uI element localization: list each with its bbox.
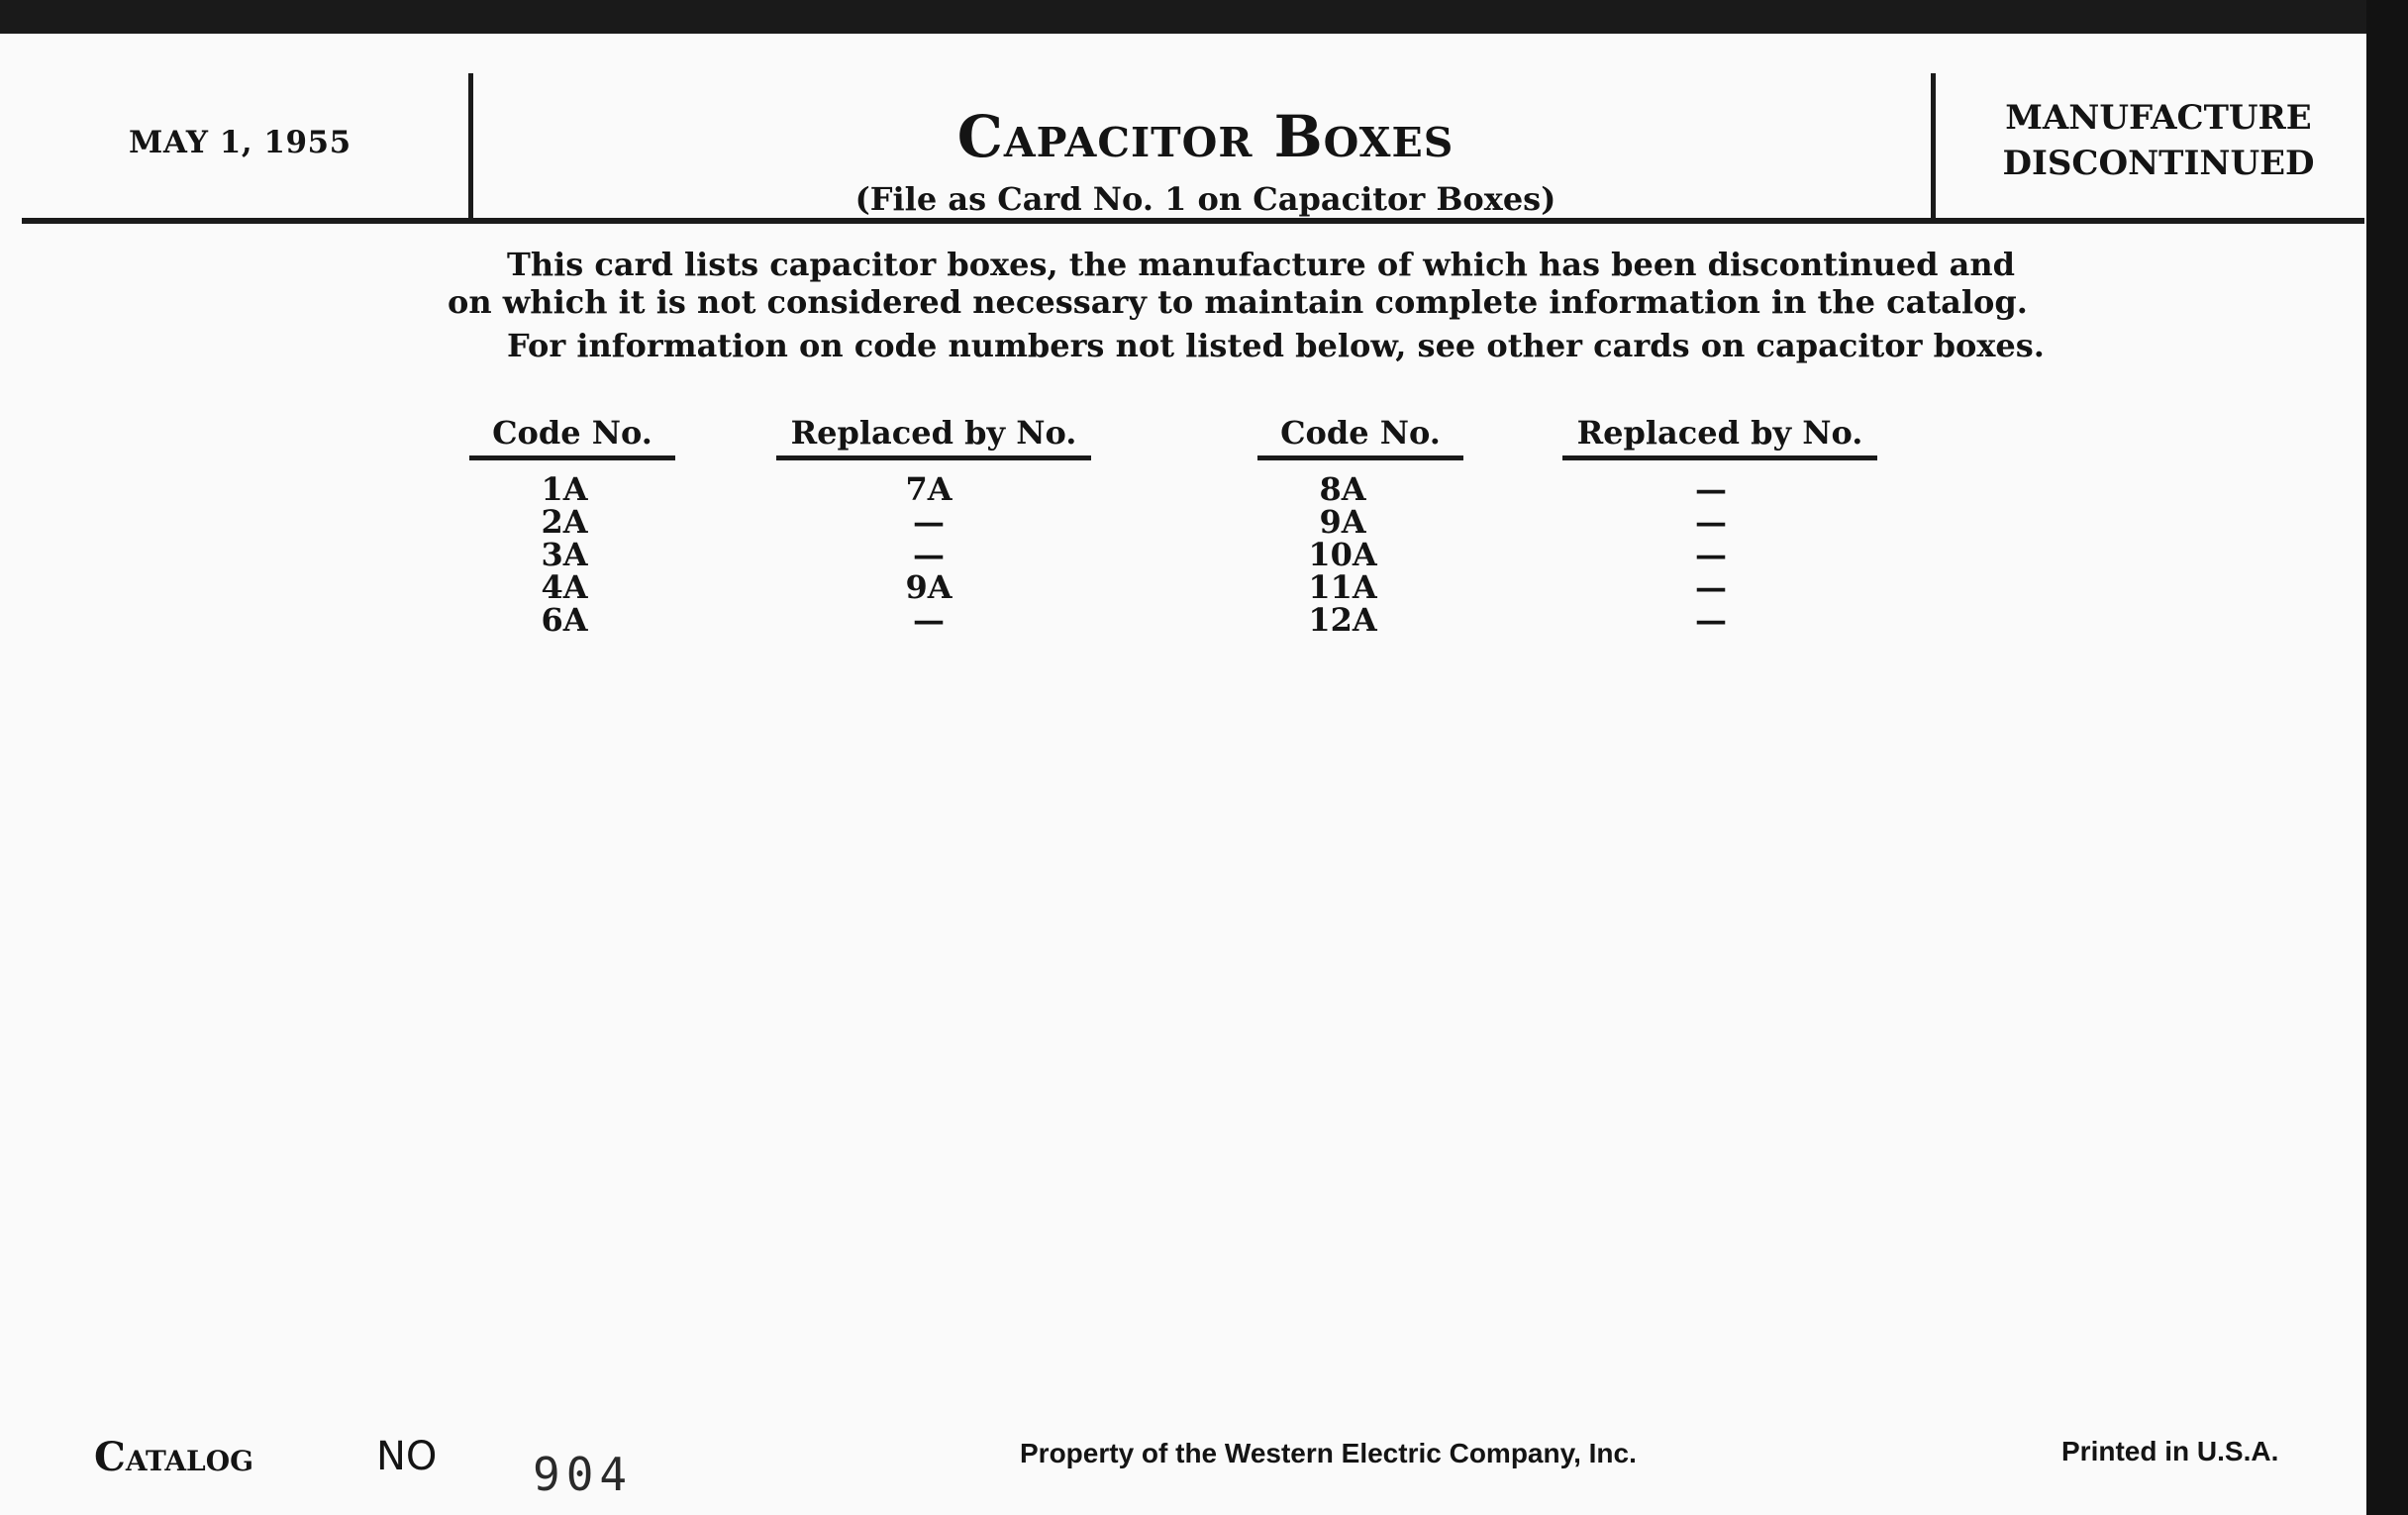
column-header-underline <box>1257 455 1463 460</box>
card-subtitle: (File as Card No. 1 on Capacitor Boxes) <box>854 180 1556 218</box>
intro-line-2: on which it is not considered necessary to maintain complete information in the catalog. <box>448 283 2028 321</box>
table-cell: 1A <box>541 470 588 508</box>
table-cell: — <box>913 536 945 573</box>
catalog-number: 904 <box>533 1448 634 1501</box>
status-line-1: MANUFACTURE <box>2005 98 2312 138</box>
left-code-column <box>515 470 614 639</box>
catalog-no-label: NO <box>376 1434 438 1479</box>
table-cell: 11A <box>1308 568 1377 606</box>
column-header-underline <box>776 455 1091 460</box>
table-cell: — <box>1695 601 1727 639</box>
scan-edge-right <box>2366 0 2408 1515</box>
table-cell: — <box>1695 536 1727 573</box>
right-code-column <box>1293 470 1392 639</box>
property-notice: Property of the Western Electric Company, Inc. <box>1020 1438 1637 1468</box>
card-title: Capacitor Boxes <box>956 103 1455 170</box>
status-line-2: DISCONTINUED <box>2002 144 2315 183</box>
header-rule <box>22 218 2364 224</box>
table-cell: 6A <box>541 601 588 639</box>
table-cell: 10A <box>1308 536 1377 573</box>
column-header-code-right <box>1257 414 1463 460</box>
column-header-label: Code No. <box>492 414 652 452</box>
table-cell: 9A <box>905 568 953 606</box>
column-header-replaced-right <box>1562 414 1877 460</box>
table-cell: — <box>913 601 945 639</box>
table-cell: 3A <box>541 536 588 573</box>
status-label <box>1941 95 2376 186</box>
intro-line-1: This card lists capacitor boxes, the manufacture of which has been discontinued and <box>507 246 2015 283</box>
table-cell: 2A <box>541 503 588 541</box>
catalog-card <box>0 34 2366 1515</box>
catalog-label: Catalog <box>94 1434 254 1480</box>
table-cell: — <box>1695 470 1727 508</box>
table-cell: — <box>913 503 945 541</box>
column-header-code-left <box>469 414 675 460</box>
column-header-underline <box>1562 455 1877 460</box>
table-cell: 4A <box>541 568 588 606</box>
table-cell: 9A <box>1319 503 1366 541</box>
column-header-replaced-left <box>776 414 1091 460</box>
table-cell: 7A <box>905 470 953 508</box>
header-divider-left <box>468 73 473 218</box>
table-cell: 8A <box>1319 470 1366 508</box>
printed-notice: Printed in U.S.A. <box>2061 1436 2279 1466</box>
table-cell: 12A <box>1308 601 1377 639</box>
intro-line-3: For information on code numbers not listed below, see other cards on capacitor boxes. <box>507 327 2045 364</box>
column-header-label: Code No. <box>1280 414 1441 452</box>
column-header-label: Replaced by No. <box>1576 414 1863 452</box>
card-date: MAY 1, 1955 <box>129 125 351 160</box>
table-cell: — <box>1695 503 1727 541</box>
column-header-underline <box>469 455 675 460</box>
left-replaced-column <box>879 470 978 639</box>
table-cell: — <box>1695 568 1727 606</box>
right-replaced-column <box>1661 470 1760 639</box>
column-header-label: Replaced by No. <box>790 414 1077 452</box>
